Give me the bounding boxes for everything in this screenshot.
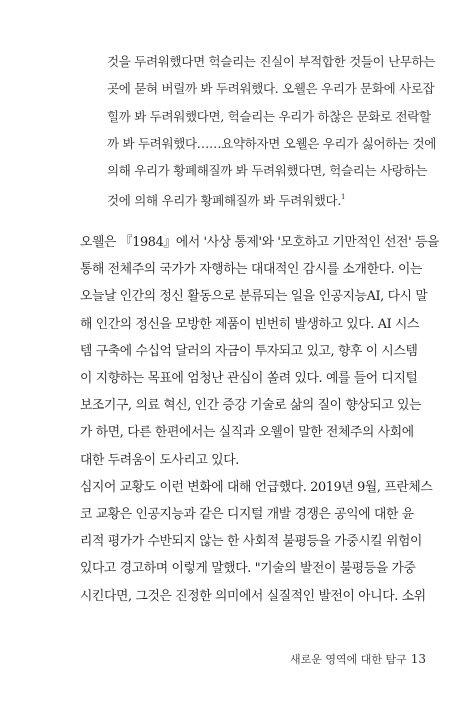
text-line: 오늘날 인간의 정신 활동으로 분류되는 일을 인공지능AI, 다시 말: [80, 289, 428, 305]
text-line: 있다고 경고하며 이렇게 말했다. "기술의 발전이 불평등을 가중: [80, 561, 416, 577]
quote-line-text: 것에 의해 우리가 황폐해질까 봐 두려워했다.: [107, 193, 341, 209]
running-footer: [290, 651, 426, 667]
quote-line: 것을 두려워했다면 헉슬리는 진실이 부적합한 것들이 난무하는: [107, 54, 436, 69]
quote-line: 힐까 봐 두려워했다면, 헉슬리는 우리가 하찮은 문화로 전락할: [107, 108, 431, 124]
footnote-marker: 1: [341, 193, 346, 202]
text-line: 심지어 교황도 이런 변화에 대해 언급했다. 2019년 9월, 프란체스: [80, 479, 433, 495]
text-line: 오웰은 『1984』에서 '사상 통제'와 '모호하고 기만적인 선전' 등을: [80, 235, 440, 250]
text-line: 보조기구, 의료 혁신, 인간 증강 기술로 삶의 질이 향상되고 있는: [80, 398, 422, 414]
page-number: 13: [410, 652, 426, 666]
quote-line: 까 봐 두려워했다……요약하자면 오웰은 우리가 싫어하는 것에: [107, 135, 437, 151]
section-title: 새로운 영역에 대한 탐구: [289, 653, 407, 666]
text-line: 이 지향하는 목표에 엄청난 관심이 쏠려 있다. 예를 들어 디지털: [80, 371, 418, 387]
text-line: 템 구축에 수십억 달러의 자금이 투자되고 있고, 향후 이 시스템: [80, 343, 418, 359]
text-line: 통해 전체주의 국가가 자행하는 대대적인 감시를 소개한다. 이는: [80, 262, 423, 278]
quote-line: 의해 우리가 황폐해질까 봐 두려워했다면, 헉슬리는 사랑하는: [107, 163, 428, 179]
text-line: 가 하면, 다른 한편에서는 실직과 오웰이 말한 전체주의 사회에: [80, 425, 414, 441]
paragraph: [80, 474, 433, 610]
quote-line-last: [107, 184, 425, 214]
text-line: 시킨다면, 그것은 진정한 의미에서 실질적인 발전이 아니다. 소위: [80, 588, 426, 604]
text-line: 코 교황은 인공지능과 같은 디지털 개발 경쟁은 공익에 대한 윤: [80, 507, 414, 523]
quote-line: 곳에 묻혀 버릴까 봐 두려워했다. 오웰은 우리가 문화에 사로잡: [107, 81, 435, 97]
block-quote: [107, 48, 437, 215]
text-line: 리적 평가가 수반되지 않는 한 사회적 불평등을 가중시킬 위험이: [80, 534, 423, 550]
paragraph: [80, 229, 440, 474]
text-line: 해 인간의 정신을 모방한 제품이 빈번히 발생하고 있다. AI 시스: [80, 316, 420, 332]
text-line: 대한 두려움이 도사리고 있다.: [80, 452, 240, 468]
body-text: [80, 229, 440, 610]
